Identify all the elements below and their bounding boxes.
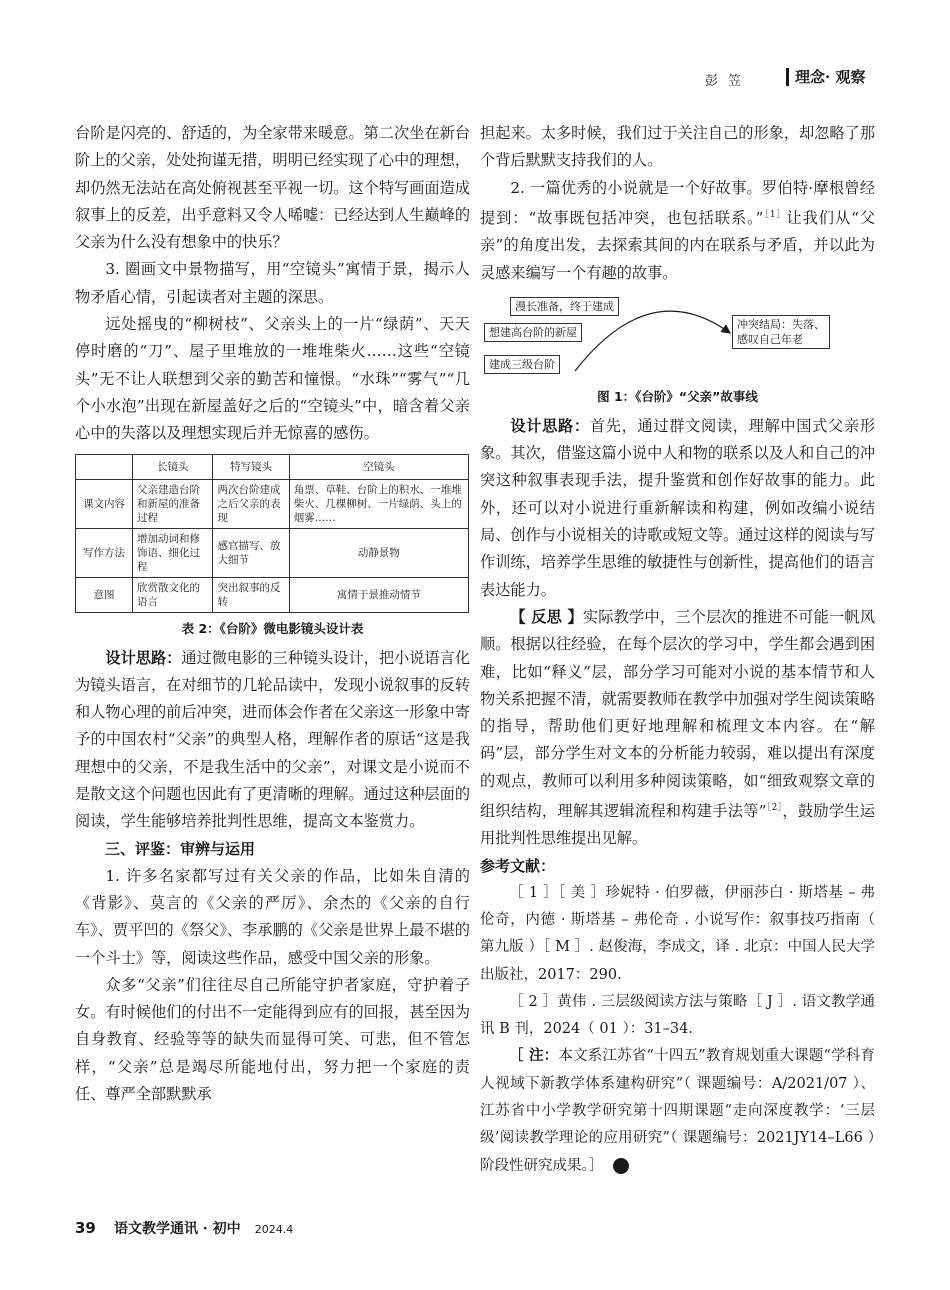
paragraph: 众多“父亲”们往往尽自己所能守护者家庭，守护着子女。有时候他们的付出不一定能得到应有的回报，甚至因为自身教育、经验等等的缺失而显得可笑、可悲，但不管怎样，“父亲”总是竭尽所能地付出，努力把一个家庭的责任、尊严全部默默承 — [75, 975, 470, 1104]
table-cell: 欣赏散文化的语言 — [133, 577, 213, 612]
table-row-header: 意图 — [76, 577, 133, 612]
paragraph-text: ，鼓励学生运用批判性思维提出见解。 — [480, 802, 876, 848]
reference-item: ［ 2 ］黄伟 . 三层级阅读方法与策略［ J ］. 语文教学通讯 B 刊，2024（ 01 ）：31–34. — [480, 993, 875, 1038]
paragraph-label: 设计思路： — [105, 648, 182, 667]
story-box-conflict-line: 感叹自己年老 — [737, 332, 803, 346]
shot-design-table — [75, 454, 469, 613]
table-header-cell: 特写镜头 — [213, 454, 289, 479]
table-header-cell: 空镜头 — [289, 454, 468, 479]
story-box-conflict — [732, 315, 830, 349]
citation-mark: ［1］ — [763, 209, 787, 220]
story-box-preparation: 漫长准备，终于建成 — [510, 297, 619, 316]
note-text: 本文系江苏省“十四五”教育规划重大课题“学科育人视域下新教学体系建构研究”（ 课题编号：A/2021/07 ）、江苏省中小学教学研究第十四期课题“走向深度教学：‘三层级’阅读教学理论的应用研究”（ 课题编号：2021JY14–L66 ）阶段性研究成果。］ — [480, 1048, 875, 1174]
paragraph-text: 2. 一篇优秀的小说就是一个好故事。罗伯特·摩根曾经提到：“故事既包括冲突，也包括联系。” — [480, 178, 875, 227]
table-header-cell — [76, 454, 133, 479]
table-header-cell: 长镜头 — [133, 454, 213, 479]
page-header — [0, 70, 950, 94]
paragraph-text: 通过微电影的三种镜头设计，把小说语言化为镜头语言，在对细节的几轮品读中，发现小说叙事的反转和人物心理的前后冲突，进而体会作者在父亲这一形象中寄予的中国农村“父亲”的典型人格，理解作者的原话“这是我理想中的父亲，不是我生活中的父亲”，对课文是小说而不是散文这个问题也因此有了更清晰的理解。通过这种层面的阅读，学生能够培养批判性思维，提高文本鉴赏力。 — [75, 648, 471, 831]
table-cell: 感官描写、放大细节 — [213, 528, 289, 577]
table-row — [76, 577, 469, 612]
header-author: 彭笠 — [705, 74, 752, 89]
paragraph-text: 实际教学中，三个层次的推进不可能一帆风顺。根据以往经验，在每个层次的学习中，学生都会遇到困难，比如“释义”层，部分学习可能对小说的基本情节和人物关系把握不清，就需要教师在教学中加强对学生阅读策略的指导，帮助他们更好地理解和梳理文本内容。在“解码”层，部分学生对文本的分析能力较弱，难以提出有深度的观点，教师可以利用多种阅读策略，如“细致观察文章的组织结构，理解其逻辑流程和构建手法等” — [480, 607, 876, 821]
table-row — [76, 479, 469, 528]
figure-caption: 图 1：《台阶》“父亲”故事线 — [597, 388, 758, 404]
paragraph — [75, 645, 470, 836]
section-heading: 三、评鉴：审辨与运用 — [105, 839, 256, 858]
table-cell: 动静景物 — [289, 528, 468, 577]
table-cell: 增加动词和修饰语、细化过程 — [133, 528, 213, 577]
references-heading: 参考文献： — [480, 856, 556, 875]
right-column — [480, 120, 875, 1180]
table-row — [76, 528, 469, 577]
table-row-header: 写作方法 — [76, 528, 133, 577]
paragraph: 3. 圈画文中景物描写，用“空镜头”寓情于景，揭示人物矛盾心情，引起读者对主题的深思。 — [75, 260, 470, 306]
funding-note — [480, 1043, 875, 1179]
table-cell: 突出叙事的反转 — [213, 577, 289, 612]
story-box-conflict-line: 冲突结局：失落、 — [737, 317, 825, 331]
magazine-name: 语文教学通讯 · 初中 — [114, 1221, 241, 1237]
paragraph: 1. 许多名家都写过有关父亲的作品，比如朱自清的《背影》、莫言的《父亲的严厉》、余杰的《父亲的自行车》、贾平凹的《祭父》、李承鹏的《父亲是世界上最不堪的一个斗士》等，阅读这些作品，感受中国父亲的形象。 — [75, 866, 470, 967]
paragraph — [480, 604, 875, 853]
table-cell: 父亲建造台阶和新屋的准备过程 — [133, 479, 213, 528]
table-row-header: 课文内容 — [76, 479, 133, 528]
paragraph: 远处摇曳的“柳树枝”、父亲头上的一片“绿荫”、天天停时磨的“刀”、屋子里堆放的一堆堆柴火……这些“空镜头”无不让人联想到父亲的勤苦和憧憬。“水珠”“雾气”“几个小水泡”出现在新屋盖好之后的“空镜头”中，暗含着父亲心中的失落以及理想实现后并无惊喜的感伤。 — [75, 315, 470, 443]
paragraph — [480, 175, 875, 287]
paragraph-text: 让我们从“父亲”的角度出发，去探索其间的内在联系与矛盾，并以此为灵感来编写一个有趣的故事。 — [480, 208, 876, 282]
page-footer — [75, 1218, 293, 1238]
page-number: 39 — [75, 1219, 96, 1237]
reference-item: ［ 1 ］［ 美 ］珍妮特 · 伯罗薇，伊丽莎白 · 斯塔基 – 弗伦奇，内德 · 斯塔基 – 弗伦奇 . 小说写作：叙事技巧指南（ 第九版 ）［ M ］. 赵俊海，李成文，译 . 北京：中国人民大学出版社，2017：290. — [480, 884, 875, 983]
paragraph — [480, 413, 875, 604]
left-column — [75, 120, 470, 1108]
table-cell: 两次台阶建成之后父亲的表现 — [213, 479, 289, 528]
issue-date: 2024.4 — [254, 1223, 294, 1236]
end-mark-icon: Z — [613, 1158, 629, 1174]
paragraph-label: 【 反思 】 — [510, 607, 583, 626]
paragraph-label: 设计思路： — [510, 416, 590, 435]
paragraph: 台阶是闪亮的、舒适的，为全家带来暖意。第二次坐在新台阶上的父亲，处处拘谨无措，明明已经实现了心中的理想，却仍然无法站在高处俯视甚至平视一切。这个特写画面造成叙事上的反差，出乎意料又令人唏嘘：已经达到人生巅峰的父亲为什么没有想象中的快乐？ — [75, 124, 470, 252]
paragraph-text: 首先，通过群文阅读，理解中国式父亲形象。其次，借鉴这篇小说中人和物的联系以及人和自己的冲突这种叙事表现手法，提升鉴赏和创作好故事的能力。此外，还可以对小说进行重新解读和构建，例如改编小说结局、创作与小说相关的诗歌或短文等。通过这样的阅读与写作训练，培养学生思维的敏捷性与创新性，提高他们的语言表达能力。 — [480, 416, 876, 599]
story-box-built: 建成三级台阶 — [484, 355, 560, 374]
note-label: ［ 注： — [509, 1048, 559, 1065]
story-box-wish: 想建高台阶的新屋 — [484, 323, 582, 342]
paragraph: 担起来。太多时候，我们过于关注自己的形象，却忽略了那个背后默默支持我们的人。 — [480, 124, 875, 170]
header-section: 理念· 观察 — [786, 68, 865, 86]
storyline-diagram — [480, 293, 875, 381]
table-cell: 寓情于景推动情节 — [289, 577, 468, 612]
citation-mark: ［2］ — [766, 803, 783, 813]
table-cell: 角票、草鞋、台阶上的积水、一堆堆柴火、几棵柳树、一片绿荫、头上的烟雾…… — [289, 479, 468, 528]
table-caption: 表 2：《台阶》微电影镜头设计表 — [181, 620, 364, 636]
